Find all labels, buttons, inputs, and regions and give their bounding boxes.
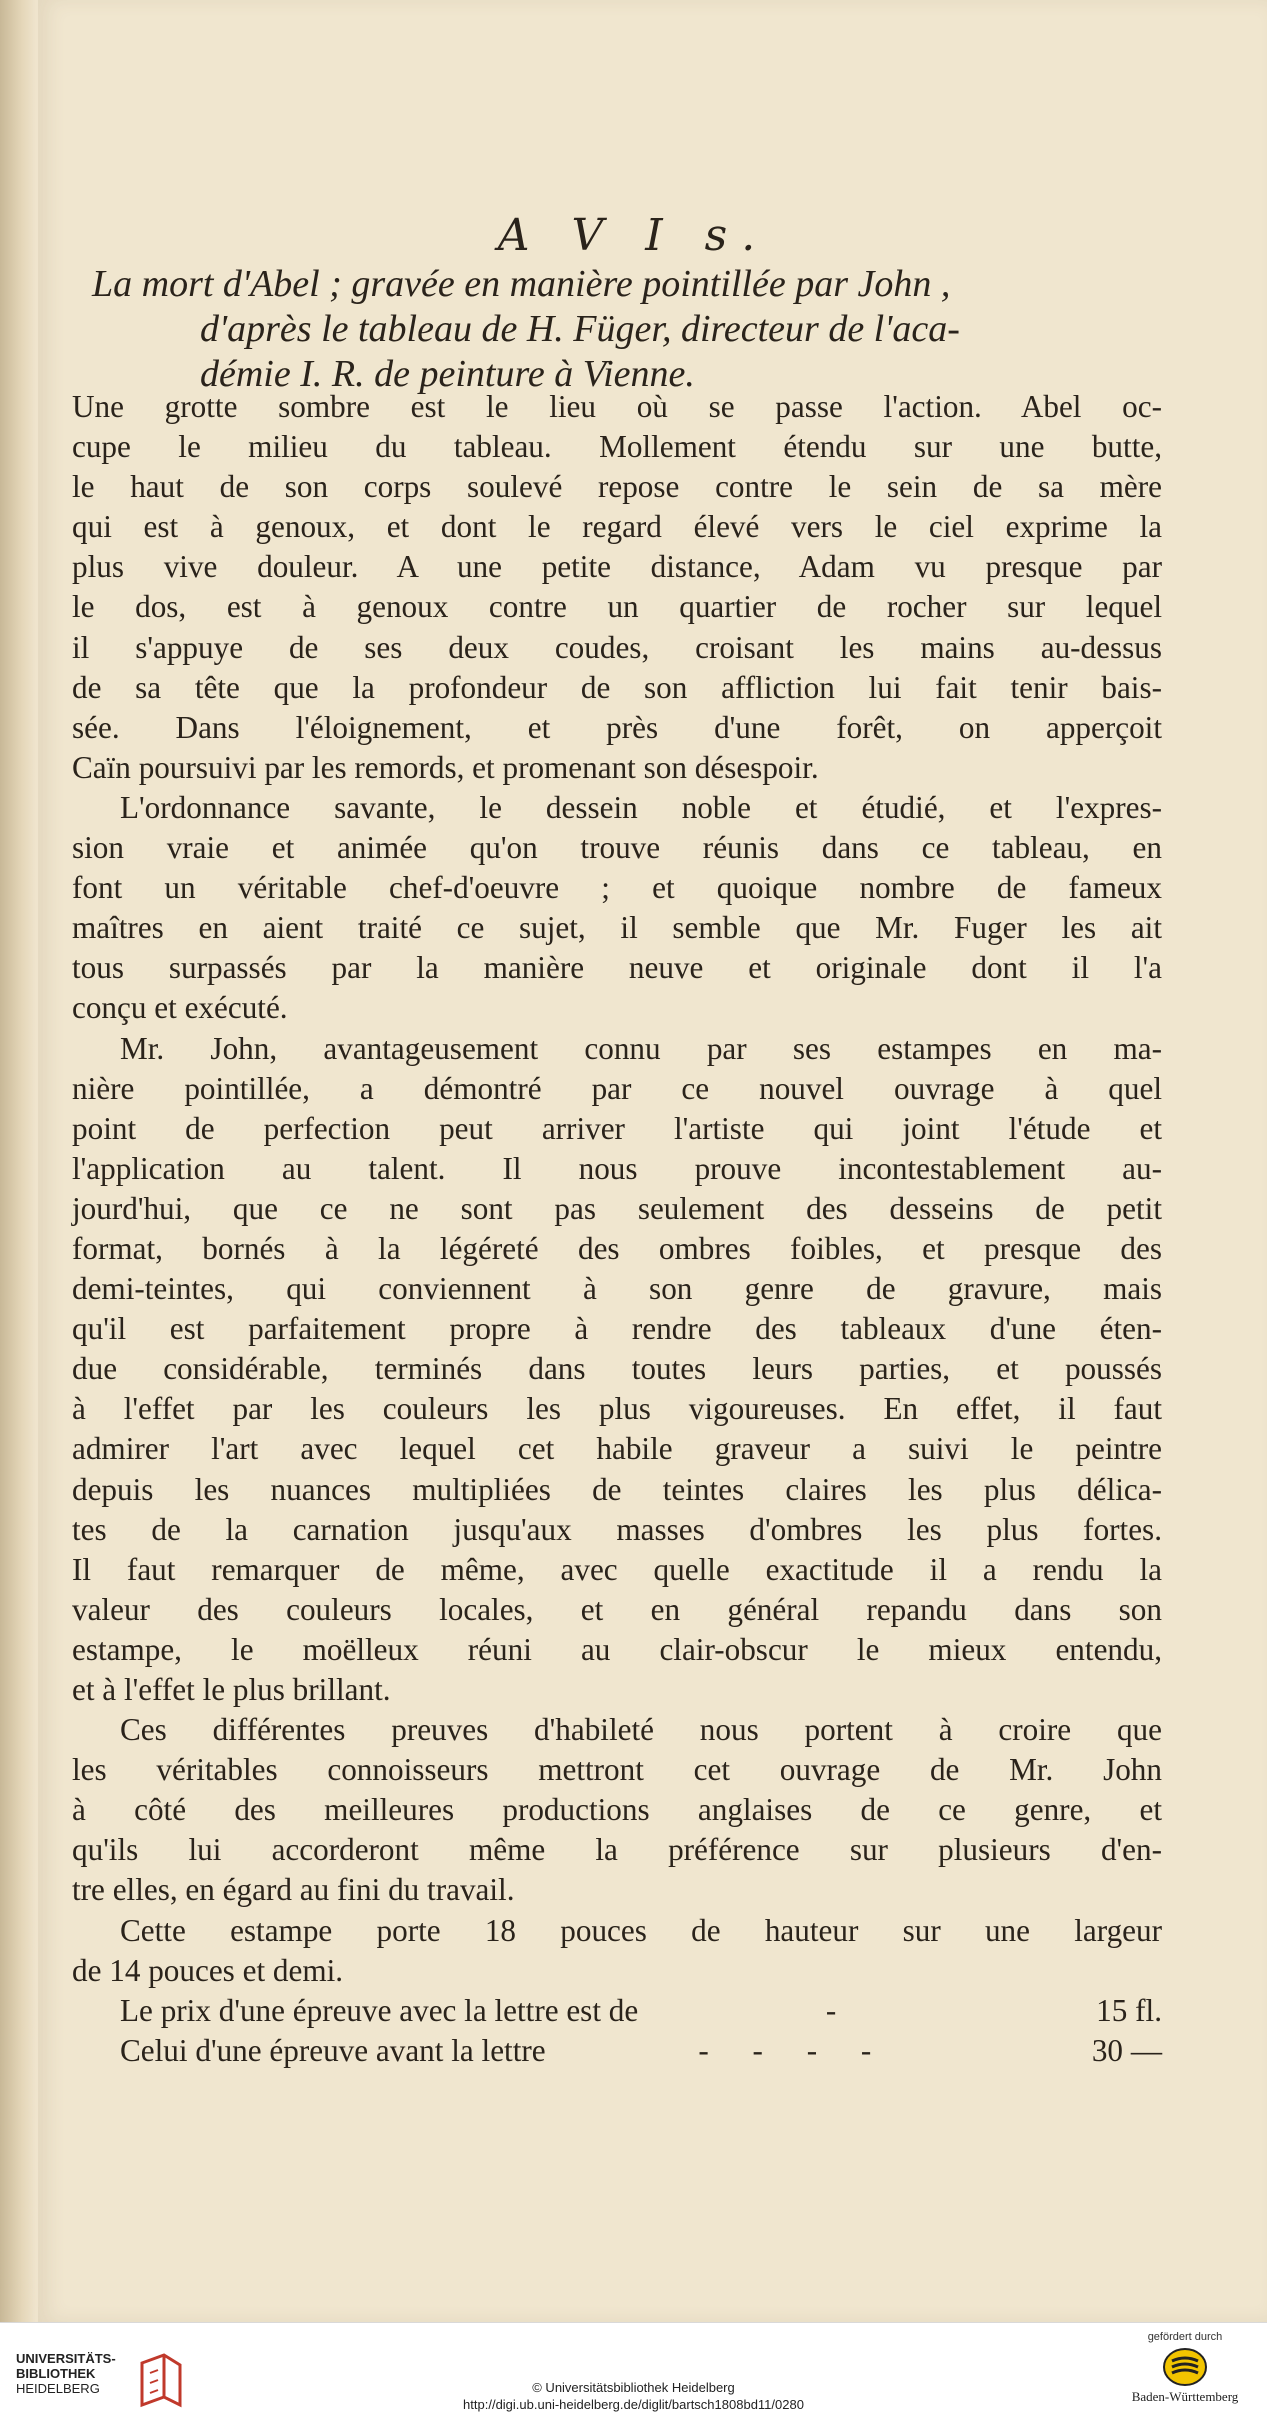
- body-line: il s'appuye de ses deux coudes, croisant les mains au-dessus: [72, 629, 1162, 665]
- body-line: le dos, est à genoux contre un quartier de rocher sur lequel: [72, 589, 1162, 625]
- body-line: L'ordonnance savante, le dessein noble et étudié, et l'expres-: [120, 789, 1162, 825]
- body-line: due considérable, terminés dans toutes leurs parties, et poussés: [72, 1351, 1162, 1387]
- library-city: HEIDELBERG: [16, 2381, 100, 2396]
- body-line: Ces différentes preuves d'habileté nous portent à croire que: [120, 1712, 1162, 1748]
- body-line: point de perfection peut arriver l'artiste qui joint l'étude et: [72, 1110, 1162, 1146]
- body-line: Caïn poursuivi par les remords, et promenant son désespoir.: [72, 749, 819, 785]
- body-line: conçu et exécuté.: [72, 990, 288, 1026]
- page-binding-edge: [0, 0, 36, 2322]
- notice-title: [92, 262, 1182, 397]
- body-text: [72, 387, 1162, 2071]
- body-line: font un véritable chef-d'oeuvre ; et quoique nombre de fameux: [72, 870, 1162, 906]
- body-line: jourd'hui, que ce ne sont pas seulement des desseins de petit: [72, 1190, 1162, 1226]
- body-line: de sa tête que la profondeur de son affliction lui fait tenir bais-: [72, 669, 1162, 705]
- body-line: plus vive douleur. A une petite distance, Adam vu presque par: [72, 549, 1162, 585]
- body-line: nière pointillée, a démontré par ce nouvel ouvrage à quel: [72, 1070, 1162, 1106]
- library-name: UNIVERSITÄTS-: [16, 2351, 116, 2366]
- price-leader: - - - -: [698, 2032, 890, 2068]
- price-amount: 15 fl.: [1096, 1992, 1162, 2028]
- body-line: sée. Dans l'éloignement, et près d'une forêt, on apperçoit: [72, 709, 1162, 745]
- body-line: de 14 pouces et demi.: [72, 1952, 344, 1988]
- body-line: cupe le milieu du tableau. Mollement étendu sur une butte,: [72, 429, 1162, 465]
- body-line: Mr. John, avantageusement connu par ses estampes en ma-: [120, 1030, 1162, 1066]
- subtitle-line: La mort d'Abel ; gravée en manière pointillée par John ,: [92, 263, 951, 305]
- body-line: maîtres en aient traité ce sujet, il semble que Mr. Fuger les ait: [72, 910, 1162, 946]
- baden-wuerttemberg-crest-icon: [1162, 2347, 1208, 2387]
- copyright-text: © Universitätsbibliothek Heidelberg: [532, 2380, 735, 2395]
- body-line: qui est à genoux, et dont le regard élevé vers le ciel exprime la: [72, 509, 1162, 545]
- body-line: Une grotte sombre est le lieu où se passe l'action. Abel oc-: [72, 389, 1162, 424]
- subtitle-line: d'après le tableau de H. Füger, directeur de l'aca-: [200, 308, 960, 350]
- body-line: tes de la carnation jusqu'aux masses d'ombres les plus fortes.: [72, 1511, 1162, 1547]
- page-heading: A V I s.: [497, 210, 770, 261]
- body-line: Cette estampe porte 18 pouces de hauteur sur une largeur: [120, 1912, 1162, 1948]
- price-row: [72, 1991, 1162, 2031]
- library-name-2: BIBLIOTHEK: [16, 2366, 96, 2381]
- funder-logo[interactable]: [1110, 2331, 1260, 2411]
- subtitle-line: démie I. R. de peinture à Vienne.: [200, 353, 695, 395]
- footer-copyright: [0, 2379, 1267, 2413]
- body-line: depuis les nuances multipliées de teintes claires les plus délica-: [72, 1471, 1162, 1507]
- price-leader: -: [825, 1992, 855, 2028]
- body-line: estampe, le moëlleux réuni au clair-obscur le mieux entendu,: [72, 1631, 1162, 1667]
- body-line: qu'ils lui accorderont même la préférence sur plusieurs d'en-: [72, 1832, 1162, 1868]
- body-line: l'application au talent. Il nous prouve incontestablement au-: [72, 1150, 1162, 1186]
- body-line: format, bornés à la légéreté des ombres foibles, et presque des: [72, 1230, 1162, 1266]
- document-url-link[interactable]: http://digi.ub.uni-heidelberg.de/diglit/bartsch1808bd11/0280: [463, 2397, 804, 2412]
- body-line: tous surpassés par la manière neuve et originale dont il l'a: [72, 950, 1162, 986]
- body-line: Il faut remarquer de même, avec quelle exactitude il a rendu la: [72, 1551, 1162, 1587]
- body-line: les véritables connoisseurs mettront cet ouvrage de Mr. John: [72, 1752, 1162, 1788]
- funded-by-label: gefördert durch: [1147, 2331, 1223, 2343]
- body-line: tre elles, en égard au fini du travail.: [72, 1872, 515, 1908]
- body-line: à l'effet par les couleurs les plus vigoureuses. En effet, il faut: [72, 1391, 1162, 1427]
- body-line: valeur des couleurs locales, et en général repandu dans son: [72, 1591, 1162, 1627]
- body-line: à côté des meilleures productions anglaises de ce genre, et: [72, 1792, 1162, 1828]
- viewer-footer: [0, 2322, 1267, 2416]
- price-label: Celui d'une épreuve avant la lettre: [120, 2032, 546, 2068]
- price-amount: 30 —: [1091, 2032, 1162, 2068]
- funder-name: Baden-Württemberg: [1131, 2389, 1239, 2404]
- price-row: [72, 2031, 1162, 2071]
- body-line: admirer l'art avec lequel cet habile graveur a suivi le peintre: [72, 1431, 1162, 1467]
- body-line: demi-teintes, qui conviennent à son genre de gravure, mais: [72, 1271, 1162, 1307]
- body-line: sion vraie et animée qu'on trouve réunis dans ce tableau, en: [72, 830, 1162, 866]
- body-line: et à l'effet le plus brillant.: [72, 1672, 391, 1707]
- body-line: le haut de son corps soulevé repose contre le sein de sa mère: [72, 469, 1162, 505]
- price-label: Le prix d'une épreuve avec la lettre est de: [120, 1992, 639, 2028]
- body-line: qu'il est parfaitement propre à rendre des tableaux d'une éten-: [72, 1311, 1162, 1347]
